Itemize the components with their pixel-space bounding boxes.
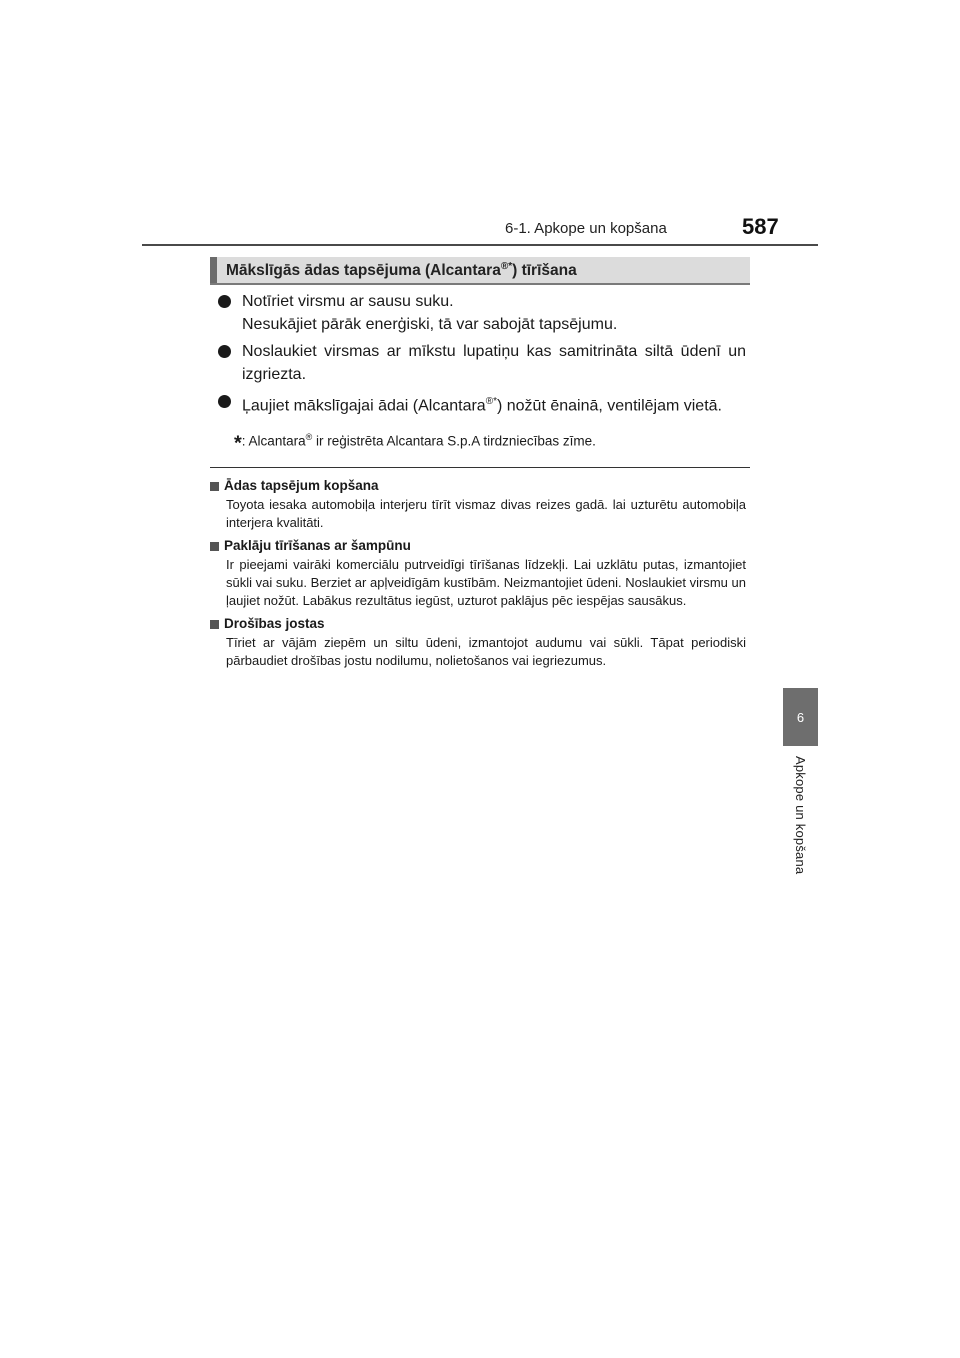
note-item (210, 477, 746, 532)
section-title (226, 261, 577, 280)
bullet-text: Noslaukiet virsmas ar mīkstu lupatiņu kas samitrināta siltā ūdenī un izgriezta. (242, 343, 746, 383)
bullet-text-part: Ļaujiet mākslīgajai ādai (Alcantara (242, 397, 486, 415)
bullet-dot-icon (218, 395, 231, 408)
note-heading (210, 537, 746, 555)
bullet-dot-icon (218, 295, 231, 308)
bullet-dot-icon (218, 345, 231, 358)
page-number: 587 (742, 214, 779, 239)
registered-mark: ® (305, 432, 313, 442)
note-item (210, 615, 746, 670)
bullet-list (216, 290, 746, 421)
note-heading (210, 477, 746, 495)
bullet-subtext: Nesukājiet pārāk enerģiski, tā var sabojāt tapsējumu. (242, 316, 618, 333)
header-divider (142, 244, 818, 246)
footnote-star: * (508, 261, 513, 272)
note-body: Ir pieejami vairāki komerciālu putrveidīgi tīrīšanas līdzekļi. Lai uzklātu putas, izmantojiet sūkli vai suku. Berziet ar apļveidīgām kustībām. Neizmantojiet ūdeni. Noslaukiet virsmu un ļaujiet nožūt. Labākus rezultātus iegūst, uzturot paklājus pēc iespējas sausākus. (226, 557, 746, 608)
footnote-star: * (493, 396, 497, 407)
footnote-star: * (234, 432, 242, 455)
note-heading (210, 615, 746, 633)
bullet-text-part: ) nožūt ēnainā, ventilējam vietā. (496, 397, 722, 415)
chapter-tab (783, 688, 818, 746)
footnote (234, 432, 596, 456)
square-bullet-icon (210, 542, 219, 551)
footnote-prefix: : Alcantara (241, 433, 306, 449)
note-heading-text: Paklāju tīrīšanas ar šampūnu (224, 538, 411, 553)
square-bullet-icon (210, 620, 219, 629)
chapter-number: 6 (796, 709, 805, 725)
note-item (210, 537, 746, 610)
bullet-text: Notīriet virsmu ar sausu suku. (242, 293, 454, 310)
notes-section (210, 477, 746, 675)
footnote-text: ir reģistrēta Alcantara S.p.A tirdzniecības zīme. (312, 433, 596, 449)
registered-mark: ® (500, 261, 509, 272)
bullet-item (216, 290, 746, 336)
section-title-main: Mākslīgās ādas tapsējuma (Alcantara (226, 262, 501, 280)
section-title-tail: ) tīrīšana (512, 262, 577, 280)
registered-mark: ® (485, 396, 494, 407)
notes-divider (210, 467, 750, 468)
bullet-item (216, 390, 746, 417)
note-body: Toyota iesaka automobiļa interjeru tīrīt vismaz divas reizes gadā. lai uzturētu automobiļa interjera kvalitāti. (226, 497, 746, 530)
note-body: Tīriet ar vājām ziepēm un siltu ūdeni, izmantojot audumu vai sūkli. Tāpat periodiski pārbaudiet drošības jostu nodilumu, nolietošanos vai iegriezumus. (226, 635, 746, 668)
bullet-text (242, 390, 746, 417)
bullet-item (216, 340, 746, 386)
section-heading-bar (210, 257, 750, 285)
note-heading-text: Ādas tapsējum kopšana (224, 478, 379, 493)
square-bullet-icon (210, 482, 219, 491)
chapter-side-label (783, 756, 818, 886)
note-heading-text: Drošības jostas (224, 616, 325, 631)
header-section-title: 6-1. Apkope un kopšana (505, 220, 667, 237)
section-accent (210, 257, 217, 283)
chapter-label-text: Apkope un kopšana (793, 756, 808, 875)
